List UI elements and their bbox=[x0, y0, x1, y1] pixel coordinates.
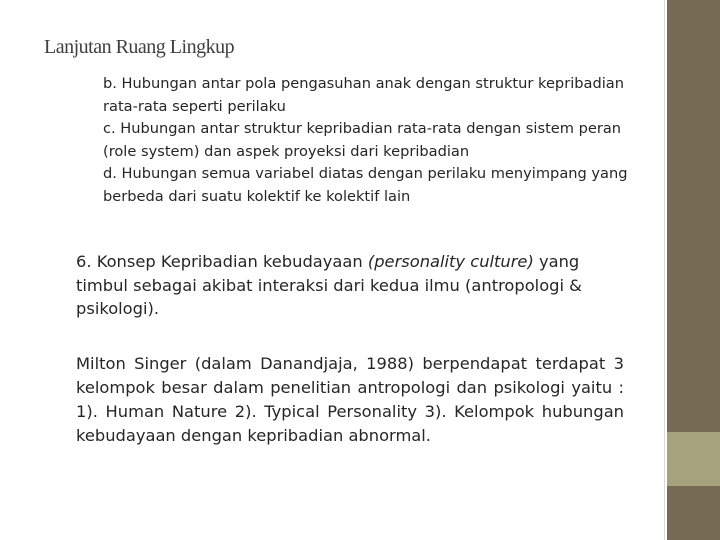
sub-point-d: d. Hubungan semua variabel diatas dengan perilaku menyimpang yang berbeda dari suatu kolektif ke kolektif lain bbox=[103, 165, 628, 205]
slide-title: Lanjutan Ruang Lingkup bbox=[44, 36, 235, 58]
milton-singer-paragraph bbox=[76, 352, 624, 448]
point-6-text-end: yang timbul sebagai akibat interaksi dari kedua ilmu (antropologi & psikologi). bbox=[76, 252, 582, 318]
sub-point-c: c. Hubungan antar struktur kepribadian rata-rata dengan sistem peran (role system) dan aspek proyeksi dari kepribadian bbox=[103, 120, 622, 160]
point-6-text-start: 6. Konsep Kepribadian kebudayaan bbox=[76, 252, 368, 271]
sub-point-b: b. Hubungan antar pola pengasuhan anak dengan struktur kepribadian rata-rata seperti perilaku bbox=[103, 75, 624, 115]
point-6 bbox=[76, 250, 636, 321]
point-6-italic-term: (personality culture) bbox=[367, 252, 534, 271]
sub-point-list bbox=[103, 73, 648, 208]
paragraph-text: Milton Singer (dalam Danandjaja, 1988) berpendapat terdapat 3 kelompok besar dalam penelitian antropologi dan psikologi yaitu : 1). Human Nature 2). Typical Personality 3). Kelompok hubungan kebudayaan dengan kepribadian abnormal. bbox=[76, 354, 624, 445]
decorative-side-block bbox=[667, 432, 720, 486]
divider-line bbox=[664, 0, 665, 540]
